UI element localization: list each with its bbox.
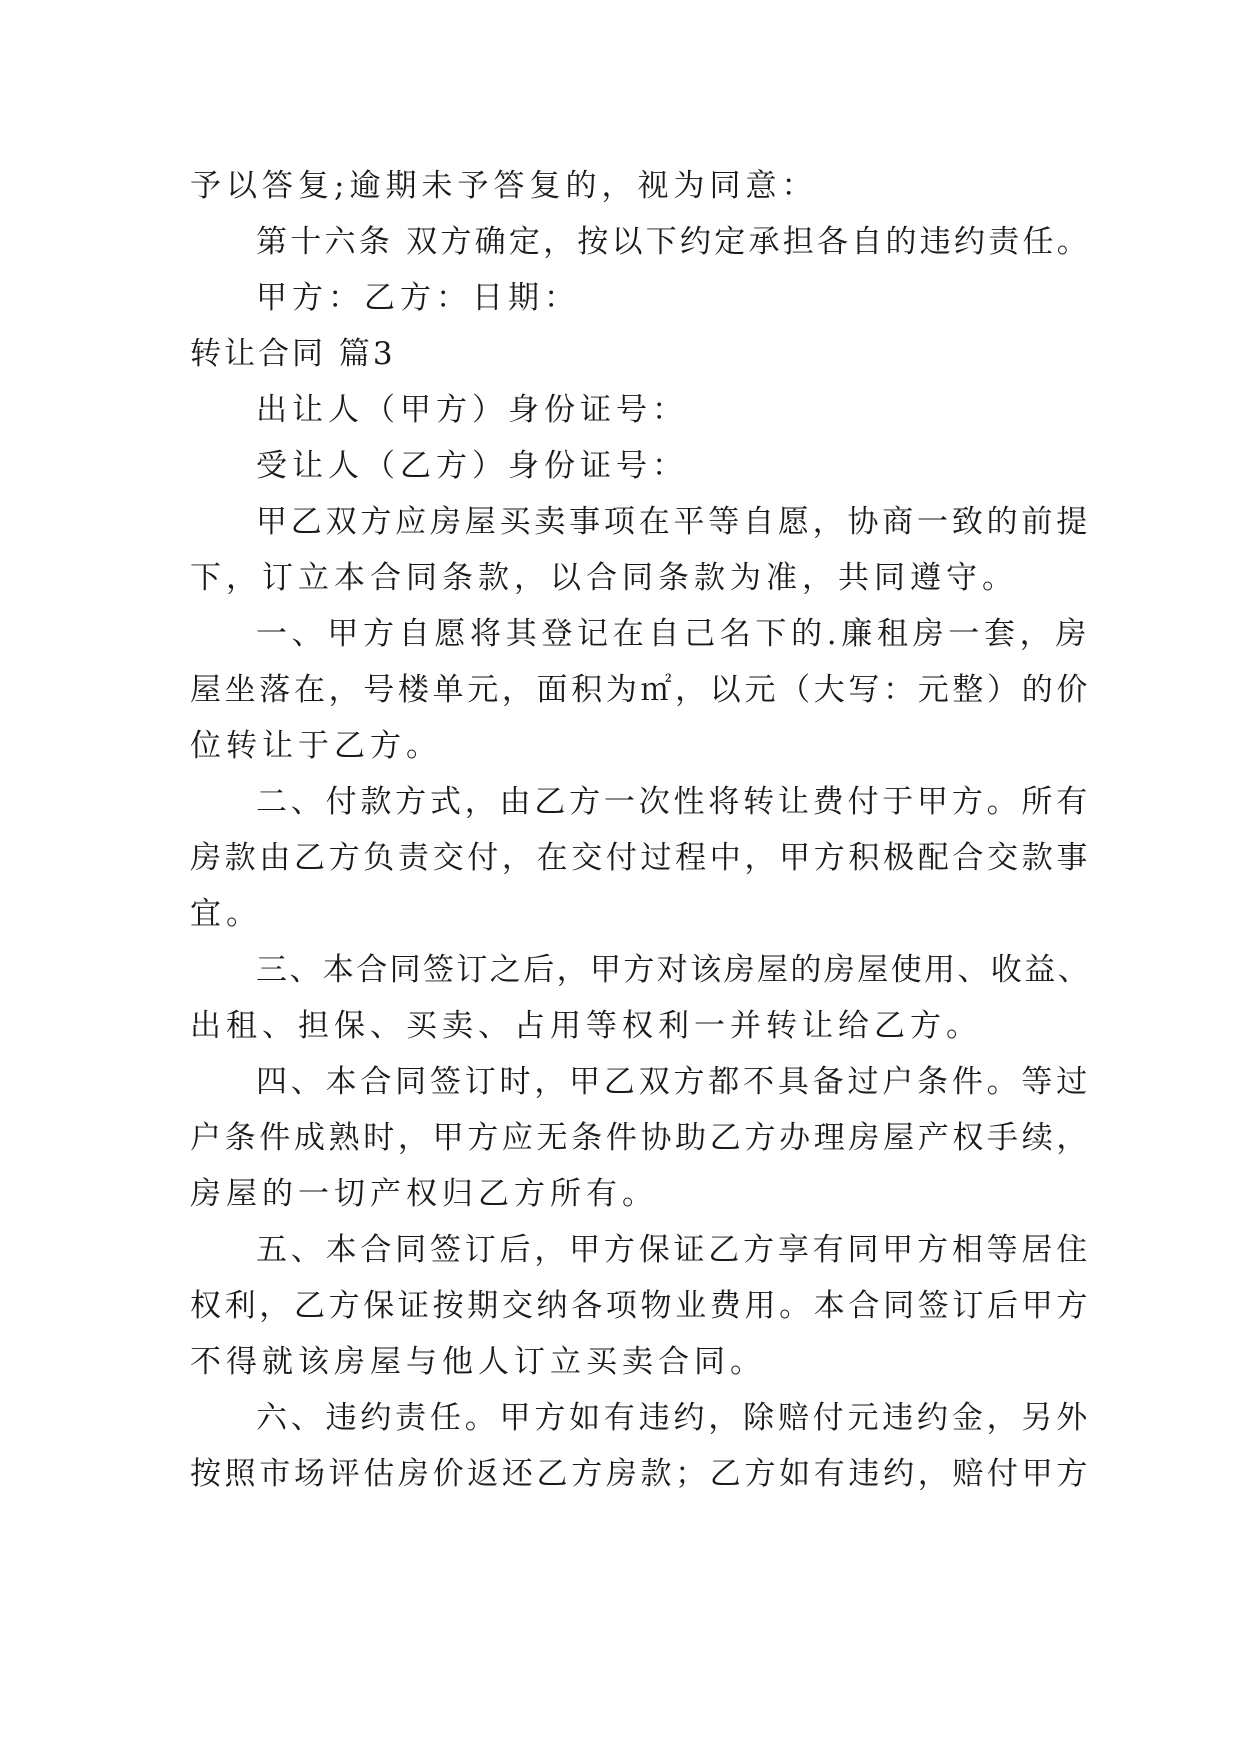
section-heading: 转让合同 篇3 <box>190 336 396 372</box>
signature-line: 甲方：乙方：日期： <box>256 280 580 316</box>
paragraph-line: 房款由乙方负责交付，在交付过程中，甲方积极配合交款事 <box>190 840 1091 876</box>
paragraph-line: 甲乙双方应房屋买卖事项在平等自愿，协商一致的前提 <box>256 504 1091 540</box>
transferor-id-line: 出让人（甲方）身份证号： <box>256 392 688 428</box>
paragraph-line: 下，订立本合同条款，以合同条款为准，共同遵守。 <box>190 560 1018 596</box>
transferee-id-line: 受让人（乙方）身份证号： <box>256 448 688 484</box>
paragraph-line: 不得就该房屋与他人订立买卖合同。 <box>190 1344 766 1380</box>
paragraph-line: 按照市场评估房价返还乙方房款；乙方如有违约，赔付甲方 <box>190 1456 1091 1492</box>
clause-1-line: 一、甲方自愿将其登记在自己名下的.廉租房一套，房 <box>256 616 1091 652</box>
clause-3-line: 三、本合同签订之后，甲方对该房屋的房屋使用、收益、 <box>256 952 1091 988</box>
paragraph-line: 户条件成熟时，甲方应无条件协助乙方办理房屋产权手续， <box>190 1120 1091 1156</box>
paragraph-line: 宜。 <box>190 896 262 932</box>
paragraph-line: 位转让于乙方。 <box>190 728 442 764</box>
paragraph-line: 予以答复;逾期未予答复的，视为同意： <box>190 168 818 204</box>
paragraph-line: 出租、担保、买卖、占用等权利一并转让给乙方。 <box>190 1008 982 1044</box>
clause-5-line: 五、本合同签订后，甲方保证乙方享有同甲方相等居住 <box>256 1232 1091 1268</box>
paragraph-line: 房屋的一切产权归乙方所有。 <box>190 1176 658 1212</box>
clause-2-line: 二、付款方式，由乙方一次性将转让费付于甲方。所有 <box>256 784 1091 820</box>
article-16-line: 第十六条 双方确定，按以下约定承担各自的违约责任。 <box>256 224 1091 260</box>
paragraph-line: 权利，乙方保证按期交纳各项物业费用。本合同签订后甲方 <box>190 1288 1091 1324</box>
paragraph-line: 屋坐落在，号楼单元，面积为㎡，以元（大写：元整）的价 <box>190 672 1091 708</box>
clause-4-line: 四、本合同签订时，甲乙双方都不具备过户条件。等过 <box>256 1064 1091 1100</box>
clause-6-line: 六、违约责任。甲方如有违约，除赔付元违约金，另外 <box>256 1400 1091 1436</box>
